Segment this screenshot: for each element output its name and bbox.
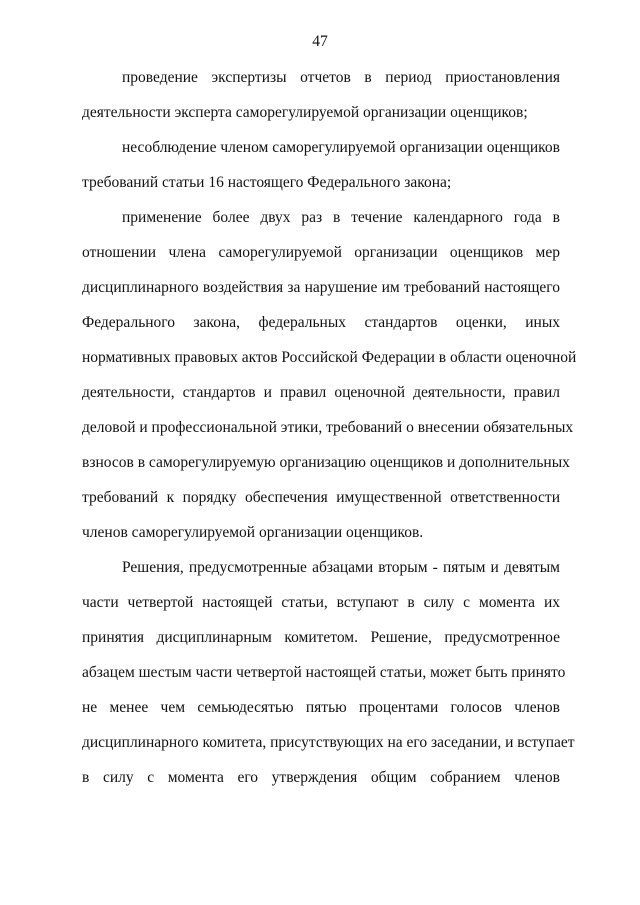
page-number: 47: [312, 33, 328, 50]
text-line: несоблюдение членом саморегулируемой организации оценщиков: [122, 139, 560, 156]
text-line: проведение экспертизы отчетов в период приостановления: [122, 69, 560, 86]
text-line: принятия дисциплинарным комитетом. Решение, предусмотренное: [82, 629, 560, 646]
text-line: абзацем шестым части четвертой настоящей статьи, может быть принято: [82, 664, 566, 681]
text-line: требований статьи 16 настоящего Федерального закона;: [82, 174, 452, 191]
text-line: требований к порядку обеспечения имущественной ответственности: [82, 489, 560, 506]
text-line: деятельности эксперта саморегулируемой организации оценщиков;: [82, 104, 528, 121]
text-line: отношении члена саморегулируемой организации оценщиков мер: [82, 244, 560, 261]
text-line: деловой и профессиональной этики, требований о внесении обязательных: [82, 419, 574, 436]
text-line: применение более двух раз в течение календарного года в: [122, 209, 560, 226]
text-line: Решения, предусмотренные абзацами вторым - пятым и девятым: [122, 559, 560, 576]
text-line: части четвертой настоящей статьи, вступают в силу с момента их: [82, 594, 560, 611]
text-line: в силу с момента его утверждения общим собранием членов: [82, 769, 560, 786]
text-line: Федерального закона, федеральных стандартов оценки, иных: [82, 314, 560, 331]
text-line: деятельности, стандартов и правил оценочной деятельности, правил: [82, 384, 560, 401]
text-line: нормативных правовых актов Российской Федерации в области оценочной: [82, 349, 577, 366]
text-line: членов саморегулируемой организации оценщиков.: [82, 524, 424, 541]
text-line: не менее чем семьюдесятью пятью процентами голосов членов: [82, 699, 560, 716]
text-line: дисциплинарного воздействия за нарушение им требований настоящего: [82, 279, 560, 296]
text-line: взносов в саморегулируемую организацию оценщиков и дополнительных: [82, 454, 570, 471]
text-line: дисциплинарного комитета, присутствующих на его заседании, и вступает: [82, 734, 575, 751]
